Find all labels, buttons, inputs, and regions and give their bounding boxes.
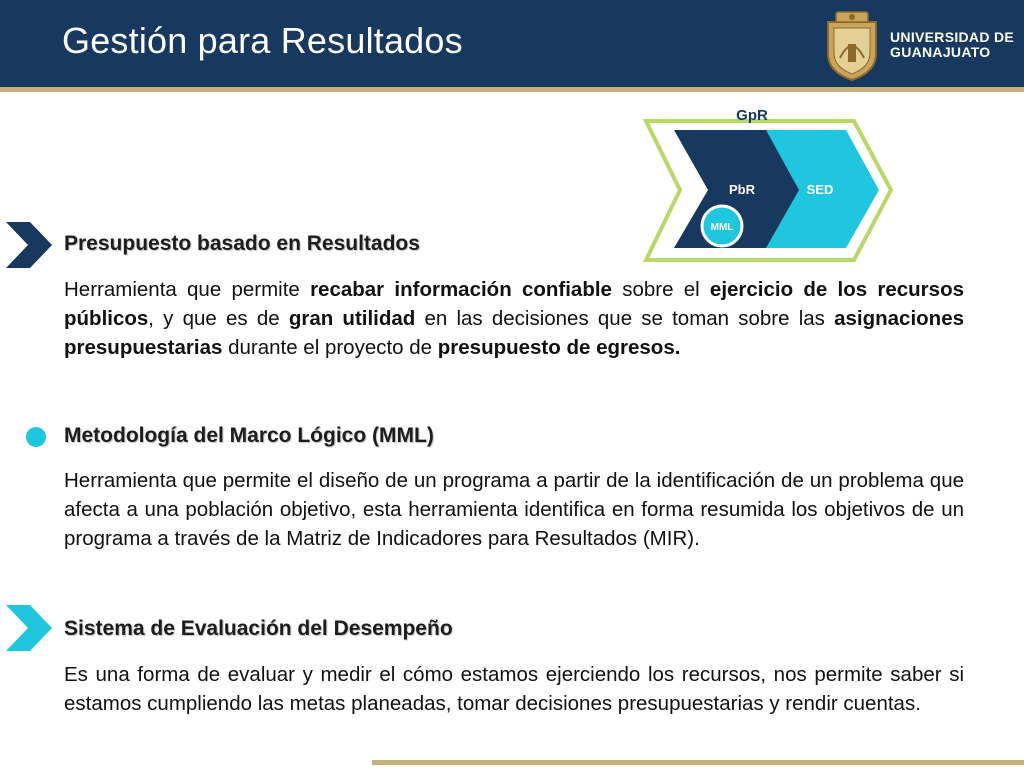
- section-paragraph-mml: [64, 466, 964, 553]
- gpr-diagram: [636, 98, 898, 270]
- text-run: en las decisiones que se toman sobre las: [415, 307, 835, 330]
- chevron-cyan-icon: [4, 603, 54, 653]
- text-run: durante el proyecto de: [222, 336, 438, 359]
- text-run: , y que es de: [148, 307, 289, 330]
- mml-label: MML: [710, 222, 734, 233]
- university-seal-icon: [822, 8, 882, 82]
- section-heading-sed: Sistema de Evaluación del Desempeño: [64, 617, 453, 640]
- bold-text-run: recabar información confiable: [310, 278, 612, 301]
- section-paragraph-pbr: [64, 275, 964, 362]
- section-paragraph-sed: [64, 660, 964, 718]
- header-gold-line: [0, 87, 1024, 92]
- bold-text-run: asignaciones presupuestarias: [64, 307, 964, 359]
- bold-text-run: presupuesto de egresos.: [437, 336, 681, 359]
- section-heading-pbr: Presupuesto basado en Resultados: [64, 232, 420, 255]
- pbr-label: PbR: [729, 182, 755, 197]
- sed-label: SED: [806, 182, 834, 197]
- text-run: Herramienta que permite el diseño de un programa a partir de la identificación de un problema que afecta a una población objetivo, esta herramienta identifica en forma resumida los objetivos de un programa a través de la Matriz de Indicadores para Resultados (MIR).: [64, 469, 964, 550]
- text-run: sobre el: [611, 278, 710, 301]
- text-run: Herramienta que permite: [64, 278, 311, 301]
- page-title: Gestión para Resultados: [62, 20, 463, 61]
- footer-gold-line: [372, 760, 1024, 765]
- gpr-label: GpR: [736, 107, 768, 124]
- chevron-dark-icon: [4, 220, 54, 270]
- bold-text-run: gran utilidad: [288, 307, 416, 330]
- text-run: Es una forma de evaluar y medir el cómo estamos ejerciendo los recursos, nos permite saber si estamos cumpliendo las metas planeadas, tomar decisiones presupuestarias y rendir cuentas.: [64, 663, 964, 715]
- section-heading-mml: Metodología del Marco Lógico (MML): [64, 424, 434, 447]
- circle-icon: [24, 425, 48, 449]
- bold-text-run: ejercicio de los recursos públicos: [64, 278, 964, 330]
- university-name: UNIVERSIDAD DE GUANAJUATO: [890, 29, 1014, 60]
- header-bar: [0, 0, 1024, 87]
